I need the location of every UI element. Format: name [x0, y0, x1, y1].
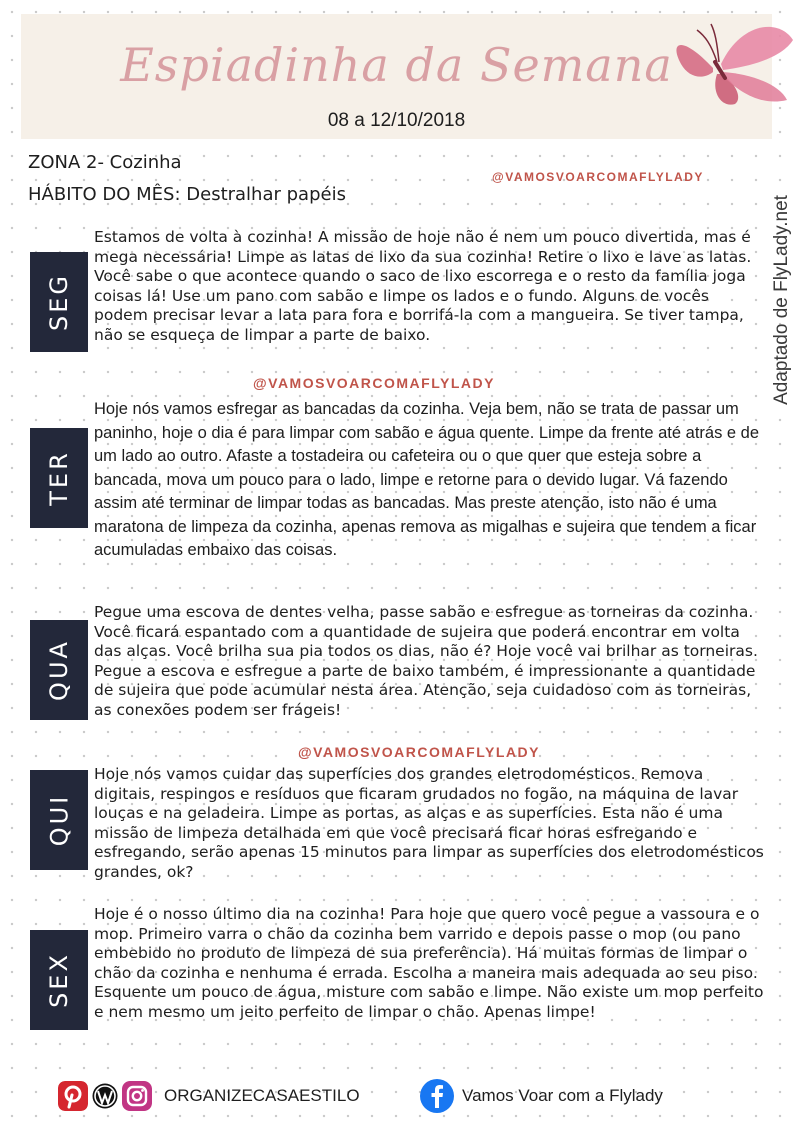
butterfly-icon — [651, 14, 794, 114]
day-box-ter — [30, 428, 88, 528]
footer-right — [420, 1079, 663, 1113]
handle-top: @VAMOSVOARCOMAFLYLADY — [492, 170, 704, 184]
day-label-seg: SEG — [45, 273, 73, 331]
day-label-ter: TER — [45, 450, 73, 506]
habit-label: HÁBITO DO MÊS: Destralhar papéis — [28, 184, 346, 205]
footer-left-text: ORGANIZECASAESTILO — [164, 1086, 360, 1105]
day-text-seg: Estamos de volta à cozinha! A missão de hoje não é nem um pouco divertida, mas é mega necessária! Limpe as latas de lixo da sua cozinha! Retire o lixo e lave as latas. Você sabe o que acontece quando o saco de lixo escorrega e o resto da família joga coisas lá! Use um pano com sabão e limpe os lados e o fundo. Alguns de vocês podem precisar levar a lata para fora e borrifá-la com a mangueira. Se tiver tampa, não se esqueça de limpar a parte de baixo. — [94, 228, 752, 344]
date-range: 08 a 12/10/2018 — [327, 110, 466, 131]
handle-qui: @VAMOSVOARCOMAFLYLADY — [298, 744, 540, 760]
day-label-sex: SEX — [45, 952, 73, 1008]
handle-ter: @VAMOSVOARCOMAFLYLADY — [253, 375, 495, 391]
side-credit: Adaptado de FlyLady.net — [771, 195, 792, 405]
header-banner — [21, 14, 772, 139]
footer-right-text: Vamos Voar com a Flylady — [462, 1086, 663, 1105]
pinterest-icon[interactable] — [58, 1081, 88, 1111]
page-title: Espiadinha da Semana — [120, 38, 673, 92]
day-box-seg — [30, 252, 88, 352]
day-box-qua — [30, 620, 88, 720]
day-text-qua: Pegue uma escova de dentes velha, passe sabão e esfregue as torneiras da cozinha. Você ficará espantado com a quantidade de sujeira que poderá encontrar em volta das alças. Você brilha sua pia todos os dias, não é? Hoje você vai brilhar as torneiras. Pegue a escova e esfregue a parte de baixo também, é impressionante a quantidade de sujeira que pode acumular nesta área. Atenção, seja cuidadoso com as torneiras, as conexões podem ser frágeis! — [94, 603, 758, 719]
day-label-qua: QUA — [45, 639, 73, 701]
day-text-ter: Hoje nós vamos esfregar as bancadas da cozinha. Veja bem, não se trata de passar um paninho, hoje o dia é para limpar com sabão e água quente. Limpe da frente até atrás e de um lado ao outro. Afaste a tostadeira ou cafeteira ou o que quer que esteja sobre a bancada, mova um pouco para o lado, limpe e retorne para o devido lugar. Vá fazendo assim até terminar de limpar todas as bancadas. Mas preste atenção, isto não é uma maratona de limpeza da cozinha, apenas remova as migalhas e sujeira que tendem a ficar acumuladas embaixo das coisas. — [94, 400, 760, 559]
day-label-qui: QUI — [44, 793, 73, 847]
day-box-sex — [30, 930, 88, 1030]
day-text-sex: Hoje é o nosso último dia na cozinha! Para hoje que quero você pegue a vassoura e o mop. Primeiro varra o chão da cozinha bem varrido e depois passe o mop (ou pano embebido no produto de limpeza de sua preferência). Há muitas formas de limpar o chão da cozinha e nenhuma é errada. Escolha a maneira mais adequada ao seu piso. Esquente um pouco de água, misture com sabão e limpe. Não existe um mop perfeito e nem mesmo um jeito perfeito de limpar o chão. Apenas limpe! — [94, 905, 764, 1021]
day-box-qui — [30, 770, 88, 870]
instagram-icon[interactable] — [122, 1081, 152, 1111]
facebook-icon[interactable] — [420, 1079, 454, 1113]
day-text-qui: Hoje nós vamos cuidar das superfícies dos grandes eletrodomésticos. Remova digitais, respingos e resíduos que ficaram grudados no fogão, na máquina de lavar louças e na geladeira. Limpe as portas, as alças e as superfícies. Esta não é uma missão de limpeza detalhada em que você precisará ficar horas esfregando e esfregando, serão apenas 15 minutos para limpar as superfícies dos eletrodomésticos grandes, ok? — [94, 765, 764, 881]
zone-label: ZONA 2- Cozinha — [28, 152, 182, 173]
wordpress-icon[interactable] — [90, 1081, 120, 1111]
footer-left — [58, 1081, 360, 1111]
